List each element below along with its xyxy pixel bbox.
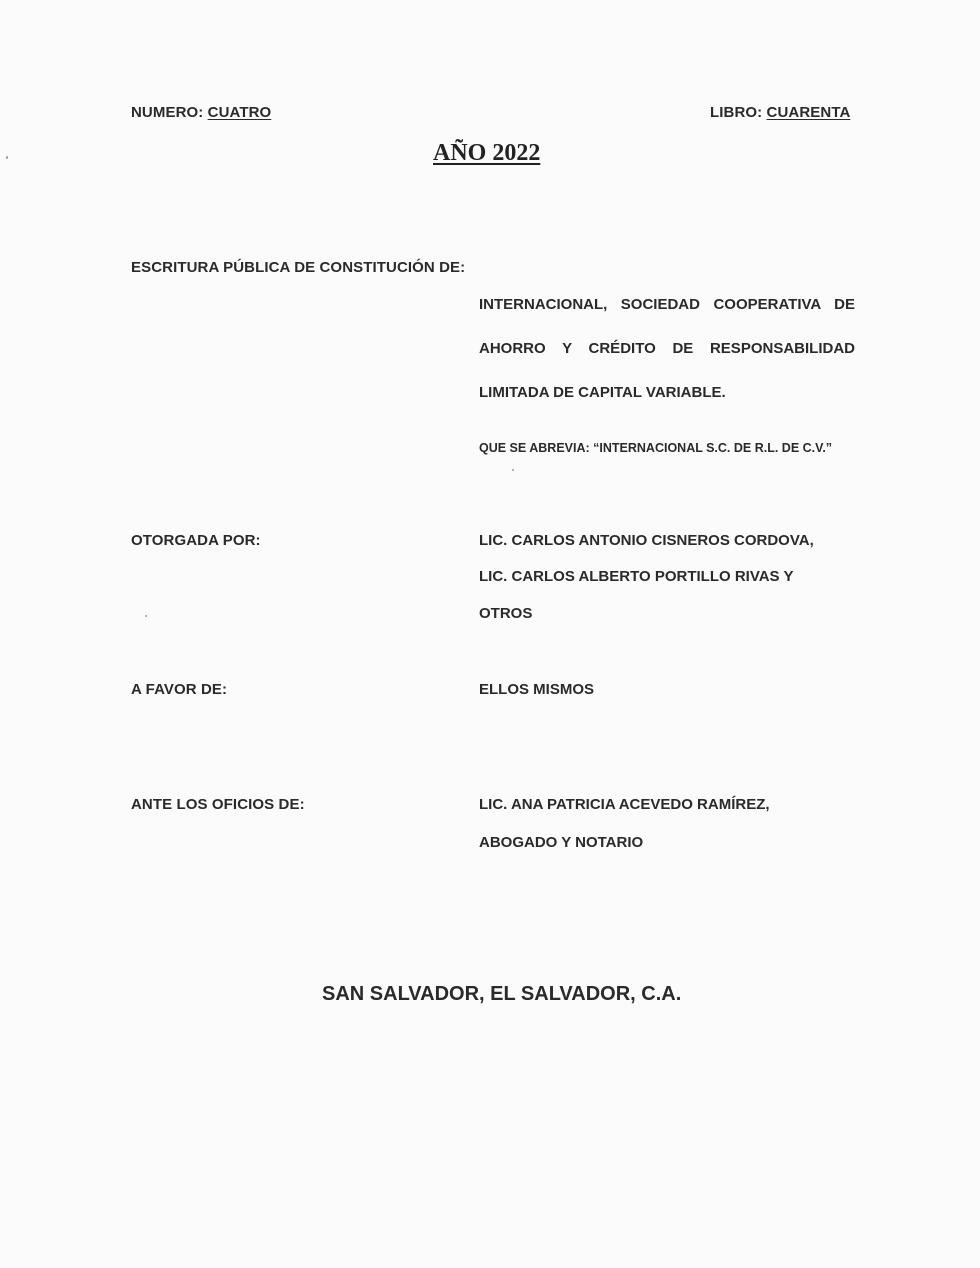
escritura-label: ESCRITURA PÚBLICA DE CONSTITUCIÓN DE: <box>131 259 466 276</box>
numero-label: NUMERO: <box>131 104 204 121</box>
otorgada-label: OTORGADA POR: <box>131 532 261 549</box>
scan-speck <box>6 156 8 159</box>
scan-speck <box>512 469 514 471</box>
numero-field <box>131 104 271 121</box>
grantor-line-3: OTROS <box>479 605 533 622</box>
libro-field <box>710 104 850 121</box>
place-footer: SAN SALVADOR, EL SALVADOR, C.A. <box>322 983 682 1005</box>
notary-line-2: ABOGADO Y NOTARIO <box>479 834 644 851</box>
a-favor-value: ELLOS MISMOS <box>479 681 595 698</box>
numero-value: CUATRO <box>207 104 272 121</box>
entity-name-line-2: AHORRO Y CRÉDITO DE RESPONSABILIDAD <box>479 340 855 357</box>
grantor-line-1: LIC. CARLOS ANTONIO CISNEROS CORDOVA, <box>479 532 814 549</box>
ante-label: ANTE LOS OFICIOS DE: <box>131 796 305 813</box>
entity-name-line-1: INTERNACIONAL, SOCIEDAD COOPERATIVA DE <box>479 296 855 313</box>
entity-name-line-3: LIMITADA DE CAPITAL VARIABLE. <box>479 384 726 401</box>
libro-value: CUARENTA <box>766 104 851 121</box>
notary-line-1: LIC. ANA PATRICIA ACEVEDO RAMÍREZ, <box>479 796 770 813</box>
a-favor-label: A FAVOR DE: <box>131 681 228 698</box>
abbreviation-text: QUE SE ABREVIA: “INTERNACIONAL S.C. DE R.L. DE C.V.” <box>479 441 833 455</box>
scan-speck <box>145 615 147 617</box>
year-title: AÑO 2022 <box>433 140 541 166</box>
libro-label: LIBRO: <box>710 104 763 121</box>
grantor-line-2: LIC. CARLOS ALBERTO PORTILLO RIVAS Y <box>479 568 794 585</box>
